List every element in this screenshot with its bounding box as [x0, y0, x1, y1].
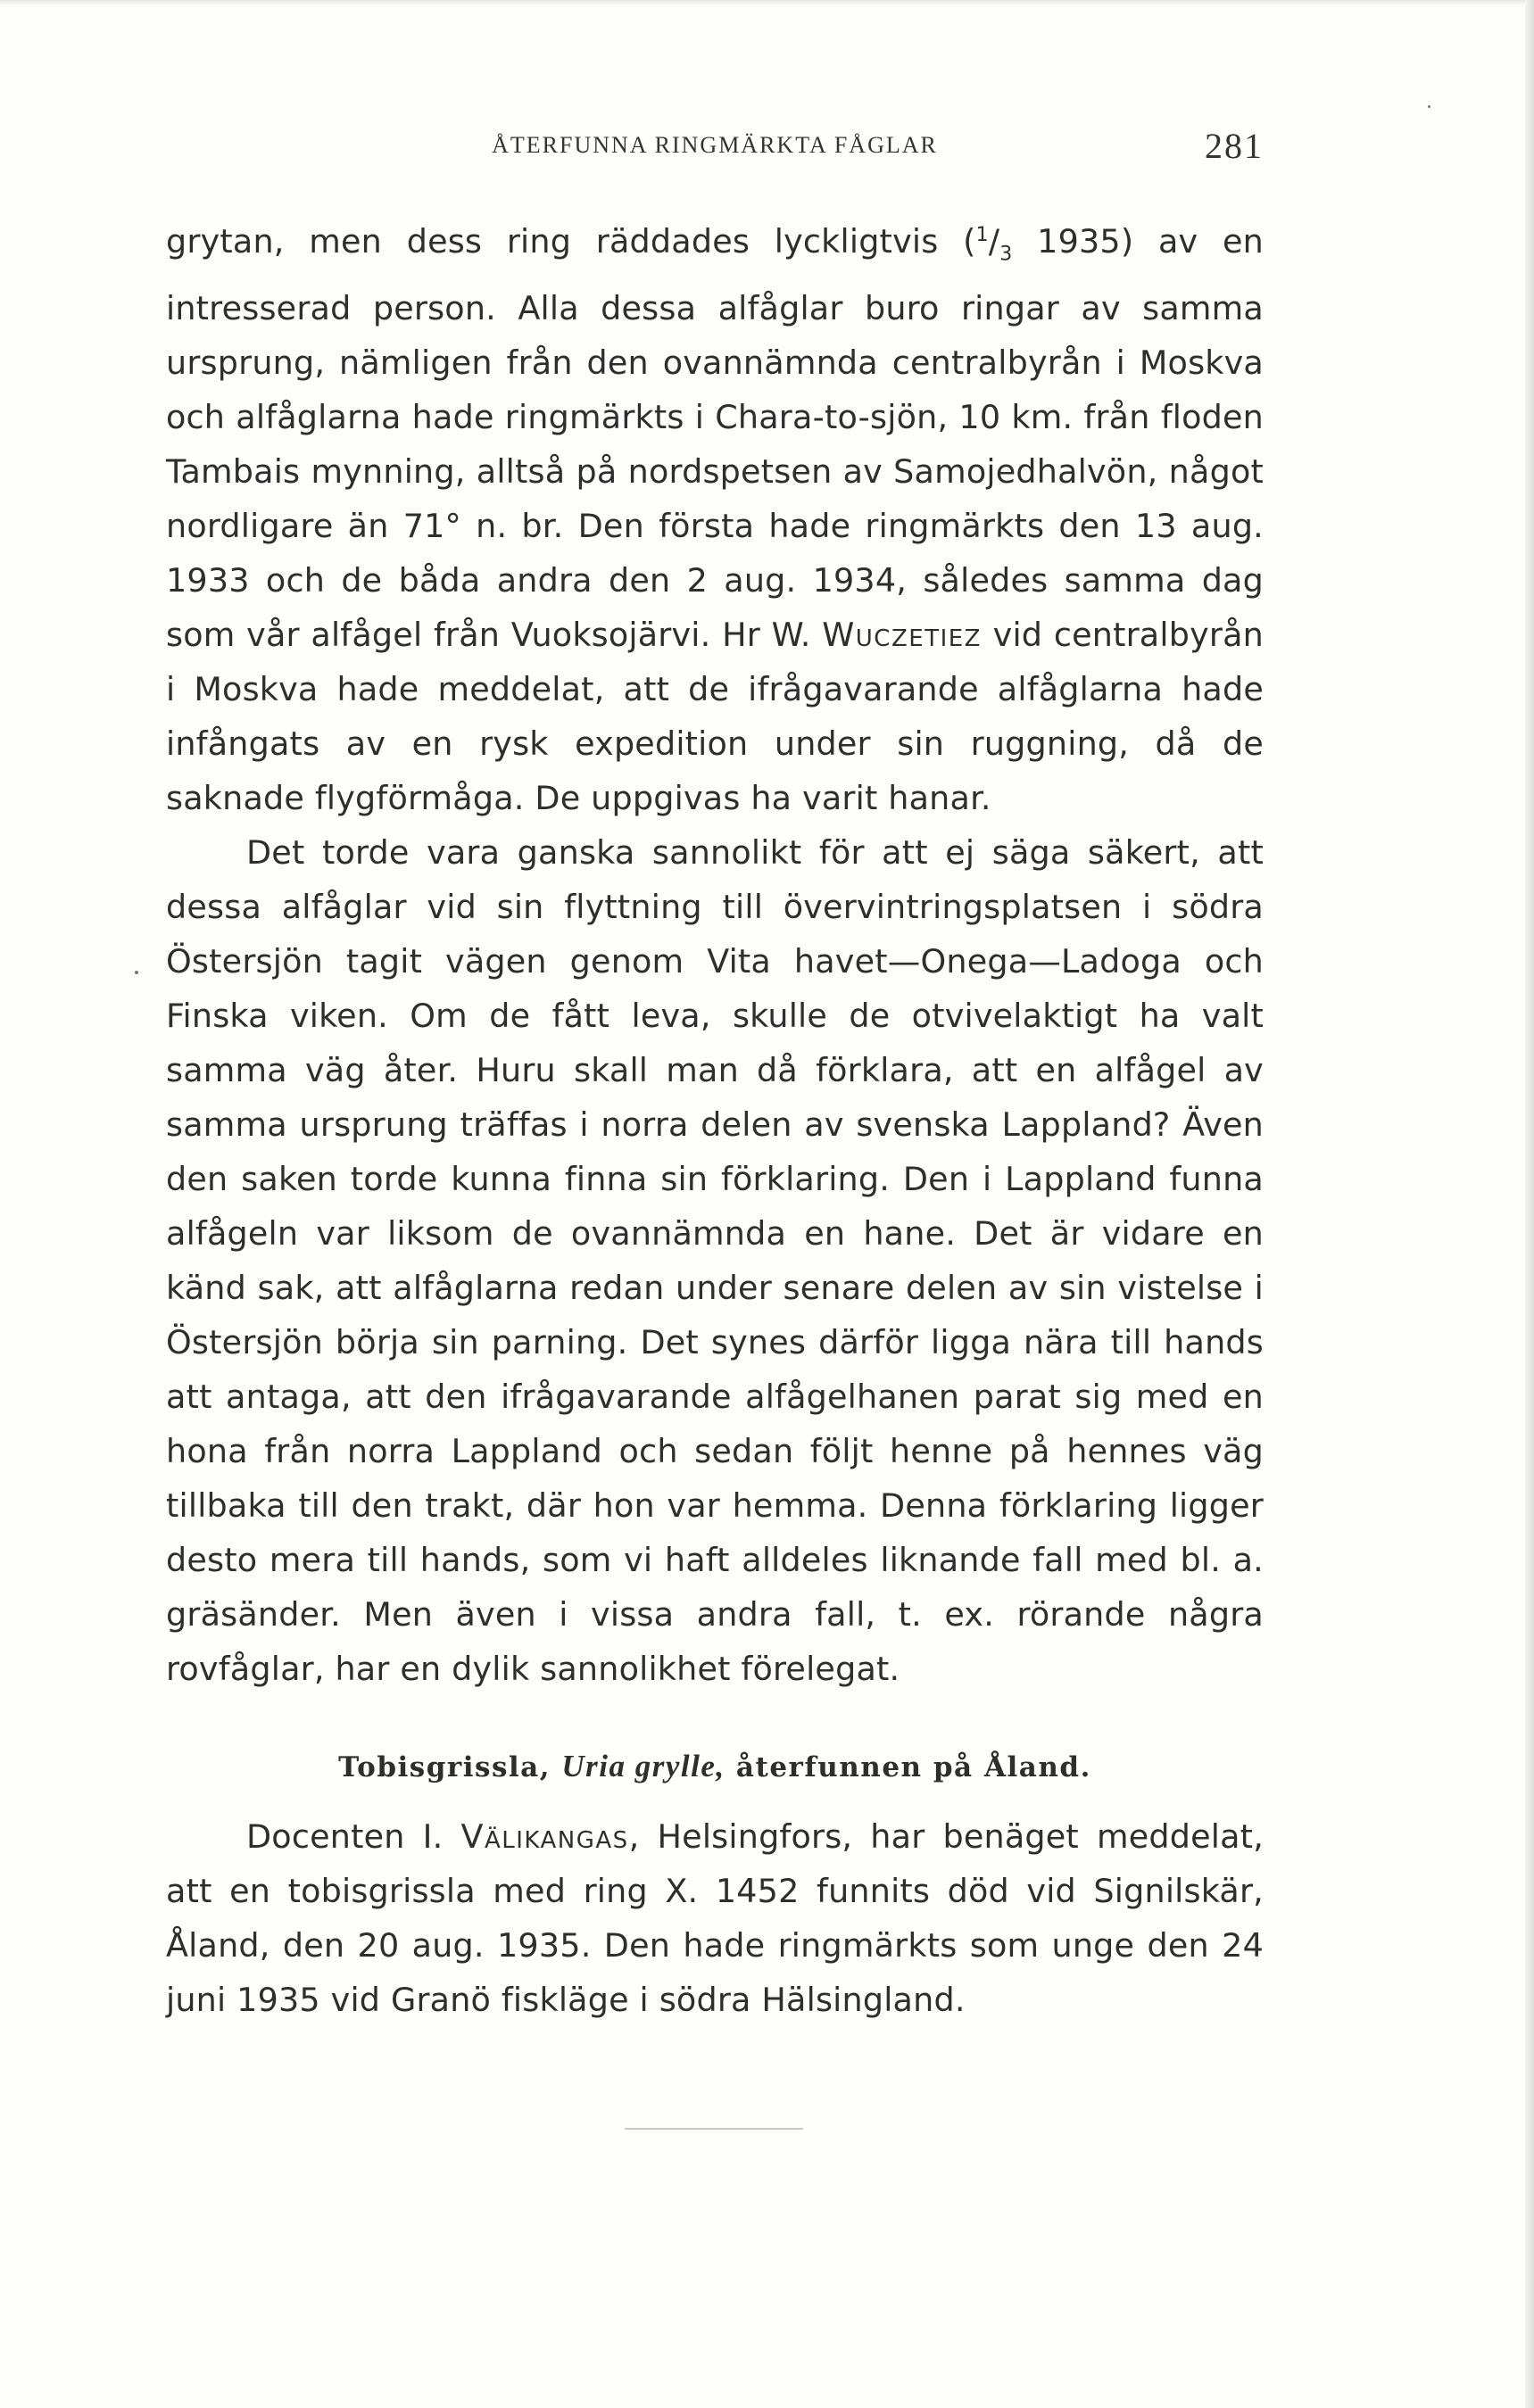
- print-speck: [1428, 105, 1430, 108]
- person-name-valikangas: Välikangas: [460, 1817, 629, 1857]
- body-text: [166, 208, 1264, 2027]
- p1-text-b: 1935) av en intresserad person. Alla dessa alfåglar buro ringar av samma ursprung, nämligen från den ovannämnda centralbyrån i Moskva och alfåglarna hade ringmärkts i Chara-to-sjön, 10 km. från floden Tambais mynning, alltså på nordspetsen av Samojedhalvön, något nordligare än 71° n. br. Den första hade ringmärkts den 13 aug. 1933 och de båda andra den 2 aug. 1934, således samma dag som vår alfågel från Vuoksojärvi. Hr W.: [166, 222, 1264, 655]
- p3-text-a: Docenten I.: [246, 1817, 461, 1857]
- heading-common-name: Tobisgrissla,: [338, 1751, 562, 1784]
- paragraph-continuation: [166, 208, 1264, 825]
- section-heading: [166, 1739, 1264, 1795]
- fraction-numerator: 1: [975, 224, 989, 246]
- person-name-wuczetiez: Wuczetiez: [822, 616, 982, 655]
- end-rule: [625, 2128, 803, 2130]
- paragraph-tobisgrissla: [166, 1809, 1264, 2027]
- page-right-edge: [1525, 0, 1534, 2408]
- fraction-denominator: 3: [999, 243, 1013, 266]
- page-top-edge: [0, 0, 1534, 5]
- paragraph-explanation: Det torde vara ganska sannolikt för att ej säga säkert, att dessa alfåglar vid sin flyttning till övervintringsplatsen i södra Östersjön tagit vägen genom Vita havet—Onega—Ladoga och Finska viken. Om de fått leva, skulle de otvivelaktigt ha valt samma väg åter. Huru skall man då förklara, att en alfågel av samma ursprung träffas i norra delen av svenska Lappland? Även den saken torde kunna finna sin förklaring. Den i Lappland funna alfågeln var liksom de ovannämnda en hane. Det är vidare en känd sak, att alfåglarna redan under senare delen av sin vistelse i Östersjön börja sin parning. Det synes därför ligga nära till hands att antaga, att den ifrågavarande alfågelhanen parat sig med en hona från norra Lappland och sedan följt henne på hennes väg tillbaka till den trakt, där hon var hemma. Denna förklaring ligger desto mera till hands, som vi haft alldeles liknande fall med bl. a. gräsänder. Men även i vissa andra fall, t. ex. rörande några rovfåglar, har en dylik sannolikhet förelegat.: [166, 833, 1264, 1689]
- running-title: ÅTERFUNNA RINGMÄRKTA FÅGLAR: [492, 132, 938, 158]
- print-speck: [135, 971, 138, 974]
- p3-text-b: , Helsingfors, har benäget meddelat, att en tobisgrissla med ring X. 1452 funnits död vid Signilskär, Åland, den 20 aug. 1935. Den hade ringmärkts som unge den 24 juni 1935 vid Granö fiskläge i södra Hälsingland.: [166, 1817, 1264, 2020]
- heading-species-name: Uria grylle,: [561, 1749, 726, 1784]
- heading-location: återfunnen på Åland.: [725, 1751, 1091, 1784]
- page-header: [166, 126, 1264, 177]
- p1-text-a: grytan, men dess ring räddades lyckligtvis (: [166, 222, 976, 261]
- p1-text-c: vid centralbyrån i Moskva hade meddelat, att de ifrågavarande alfåglarna hade infångats av en rysk expedition under sin ruggning, då de saknade flygförmåga. De uppgivas ha varit hanar.: [166, 616, 1264, 818]
- page-number: 281: [1205, 126, 1264, 166]
- fraction-slash: /: [988, 222, 1000, 261]
